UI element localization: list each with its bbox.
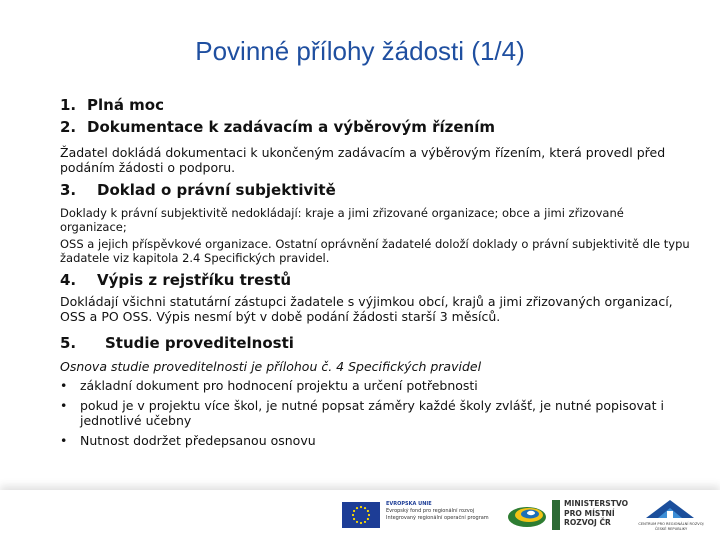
bullet-icon: • [60,398,68,413]
irop-logo-icon [505,500,555,530]
list-item-5 [60,334,690,356]
item-number: 5. [60,334,77,352]
eu-star-icon [352,514,354,516]
list-item-1 [60,96,690,118]
list-item-4 [60,271,690,293]
list-item-2 [60,118,690,142]
eu-star-icon [353,510,355,512]
crr-text-line: ČESKÉ REPUBLIKY [654,526,688,531]
eu-text-line: Evropský fond pro regionální rozvoj [386,508,475,514]
eu-star-icon [353,518,355,520]
paragraph-3a: Doklady k právní subjektivitě nedokládají: kraje a jimi zřizované organizace; obce a jimi zřizované organizace; [60,206,624,234]
ministry-text-line: ROZVOJ ČR [564,518,611,527]
paragraph-4: Dokládají všichni statutární zástupci žadatele s výjimkou obcí, krajů a jimi zřizovaných organizací, OSS a PO OSS. Výpis nesmí být v době podání žádosti starší 3 měsíců. [60,294,673,324]
paragraph-5: Osnova studie proveditelnosti je přílohou č. 4 Specifických pravidel [60,359,482,374]
eu-star-icon [356,507,358,509]
crr-logo-text [636,522,706,531]
eu-text-line: EVROPSKÁ UNIE [386,501,432,507]
bullet-icon: • [60,378,68,393]
eu-flag-icon [342,502,380,528]
item-label: Studie proveditelnosti [105,334,294,352]
eu-star-icon [364,521,366,523]
bullet-item [60,378,690,393]
eu-star-icon [356,521,358,523]
bullet-text: pokud je v projektu více škol, je nutné popsat záměry každé školy zvlášť, je nutné popisovat i jednotlivé učebny [80,398,664,428]
bullet-item [60,433,690,448]
eu-star-icon [368,514,370,516]
ministry-logo-icon [552,500,560,530]
item-number: 2. [60,118,77,136]
bullet-icon: • [60,433,68,448]
bullet-text: Nutnost dodržet předepsanou osnovu [80,433,316,448]
ministry-text-line: MINISTERSTVO [564,499,629,508]
list-item-3 [60,181,690,203]
slide-title: Povinné přílohy žádosti (1/4) [195,36,525,66]
eu-star-icon [360,522,362,524]
ministry-logo-text [564,499,628,528]
item-label: Plná moc [87,96,164,114]
paragraph-3b: OSS a jejich příspěvkové organizace. Ostatní oprávnění žadatelé doloží doklady o právní subjektivitě dle typu žadatele viz kapitola 2.4 Specifických pravidel. [60,237,690,265]
eu-star-icon [367,510,369,512]
crr-text-line: CENTRUM PRO REGIONÁLNÍ ROZVOJ [638,522,704,526]
item-label: Výpis z rejstříku trestů [97,271,292,289]
eu-text-line: Integrovaný regionální operační program [386,515,489,521]
eu-star-icon [367,518,369,520]
eu-star-icon [360,506,362,508]
item-label: Dokumentace k zadávacím a výběrovým řízením [87,118,495,136]
eu-star-icon [364,507,366,509]
footer-logo-bar [0,490,720,540]
item-number: 4. [60,271,77,289]
bullet-text: základní dokument pro hodnocení projektu a určení potřebnosti [80,378,478,393]
eu-logo-text [386,501,494,522]
item-number: 1. [60,96,77,114]
bullet-item [60,398,690,428]
slide-content [60,96,690,448]
paragraph-2: Žadatel dokládá dokumentaci k ukončeným zadávacím a výběrovým řízením, která provedl před podáním žádosti o podporu. [60,145,666,175]
item-label: Doklad o právní subjektivitě [97,181,336,199]
ministry-text-line: PRO MÍSTNÍ [564,508,615,518]
item-number: 3. [60,181,77,199]
